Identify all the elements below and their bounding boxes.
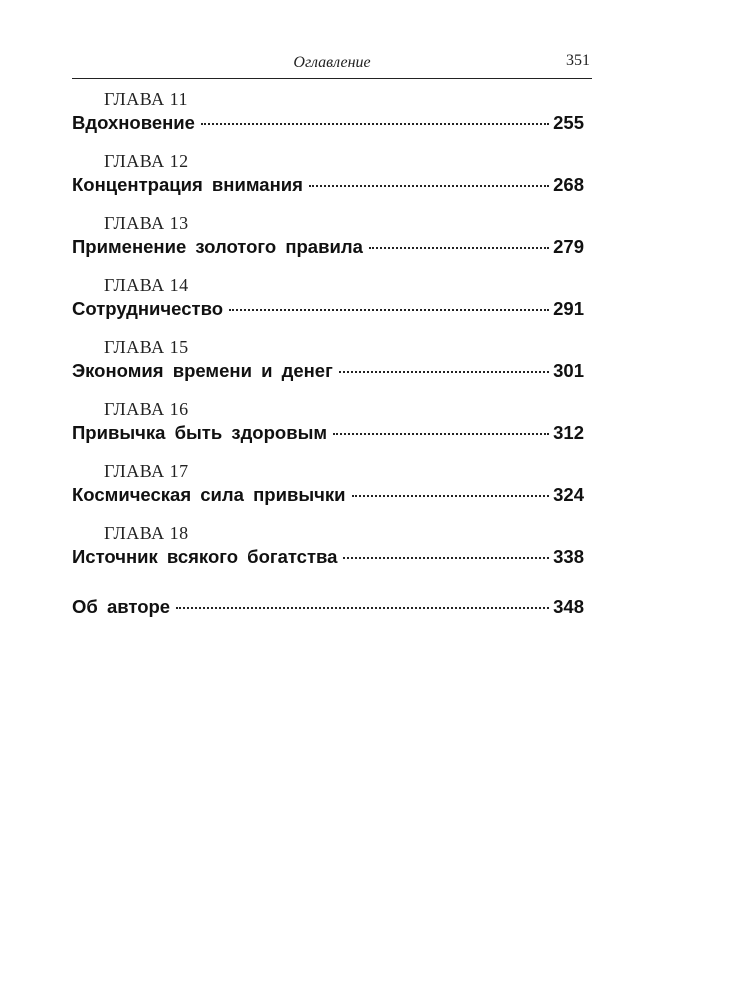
toc-line [72, 172, 584, 198]
dot-leader [333, 433, 549, 435]
chapter-page: 255 [553, 112, 584, 133]
dot-leader [352, 495, 550, 497]
toc-line [72, 544, 584, 570]
toc-entry [72, 522, 584, 570]
chapter-label: ГЛАВА 13 [104, 213, 189, 233]
about-title: Об авторе [72, 596, 171, 617]
toc-line [72, 420, 584, 446]
chapter-label: ГЛАВА 18 [104, 523, 189, 543]
chapter-label: ГЛАВА 14 [104, 275, 189, 295]
dot-leader [229, 309, 549, 311]
dot-leader [369, 247, 549, 249]
toc-entry [72, 460, 584, 508]
chapter-page: 324 [553, 484, 584, 505]
toc-line [72, 296, 584, 322]
chapter-title: Применение золотого правила [72, 236, 363, 257]
chapter-page: 291 [553, 298, 584, 319]
toc-entry [72, 212, 584, 260]
dot-leader [343, 557, 549, 559]
toc-entry [72, 274, 584, 322]
toc-entry [72, 336, 584, 384]
chapter-label: ГЛАВА 11 [104, 89, 188, 109]
toc-entry-about [72, 594, 584, 620]
chapter-label: ГЛАВА 15 [104, 337, 189, 357]
chapter-label: ГЛАВА 12 [104, 151, 189, 171]
chapter-title: Источник всякого богатства [72, 546, 338, 567]
chapter-title: Сотрудничество [72, 298, 223, 319]
chapter-title: Концентрация внимания [72, 174, 303, 195]
toc-entry [72, 398, 584, 446]
running-head-title: Оглавление [293, 54, 371, 71]
chapter-title: Привычка быть здоровым [72, 422, 328, 443]
toc-entry [72, 150, 584, 198]
chapter-page: 312 [553, 422, 584, 443]
dot-leader [339, 371, 549, 373]
chapter-label: ГЛАВА 16 [104, 399, 189, 419]
toc-entry [72, 88, 584, 136]
toc-line [72, 234, 584, 260]
chapter-title: Космическая сила привычки [72, 484, 346, 505]
page-number: 351 [566, 52, 590, 69]
chapter-page: 301 [553, 360, 584, 381]
chapter-title: Экономия времени и денег [72, 360, 333, 381]
chapter-page: 279 [553, 236, 584, 257]
dot-leader [176, 607, 549, 609]
toc-line [72, 358, 584, 384]
dot-leader [309, 185, 549, 187]
toc-line [72, 594, 584, 620]
chapter-page: 268 [553, 174, 584, 195]
dot-leader [201, 123, 549, 125]
running-head [72, 52, 592, 79]
toc-line [72, 482, 584, 508]
chapter-label: ГЛАВА 17 [104, 461, 189, 481]
chapter-title: Вдохновение [72, 112, 195, 133]
about-page: 348 [553, 596, 584, 617]
toc-line [72, 110, 584, 136]
chapter-page: 338 [553, 546, 584, 567]
table-of-contents [72, 88, 584, 634]
